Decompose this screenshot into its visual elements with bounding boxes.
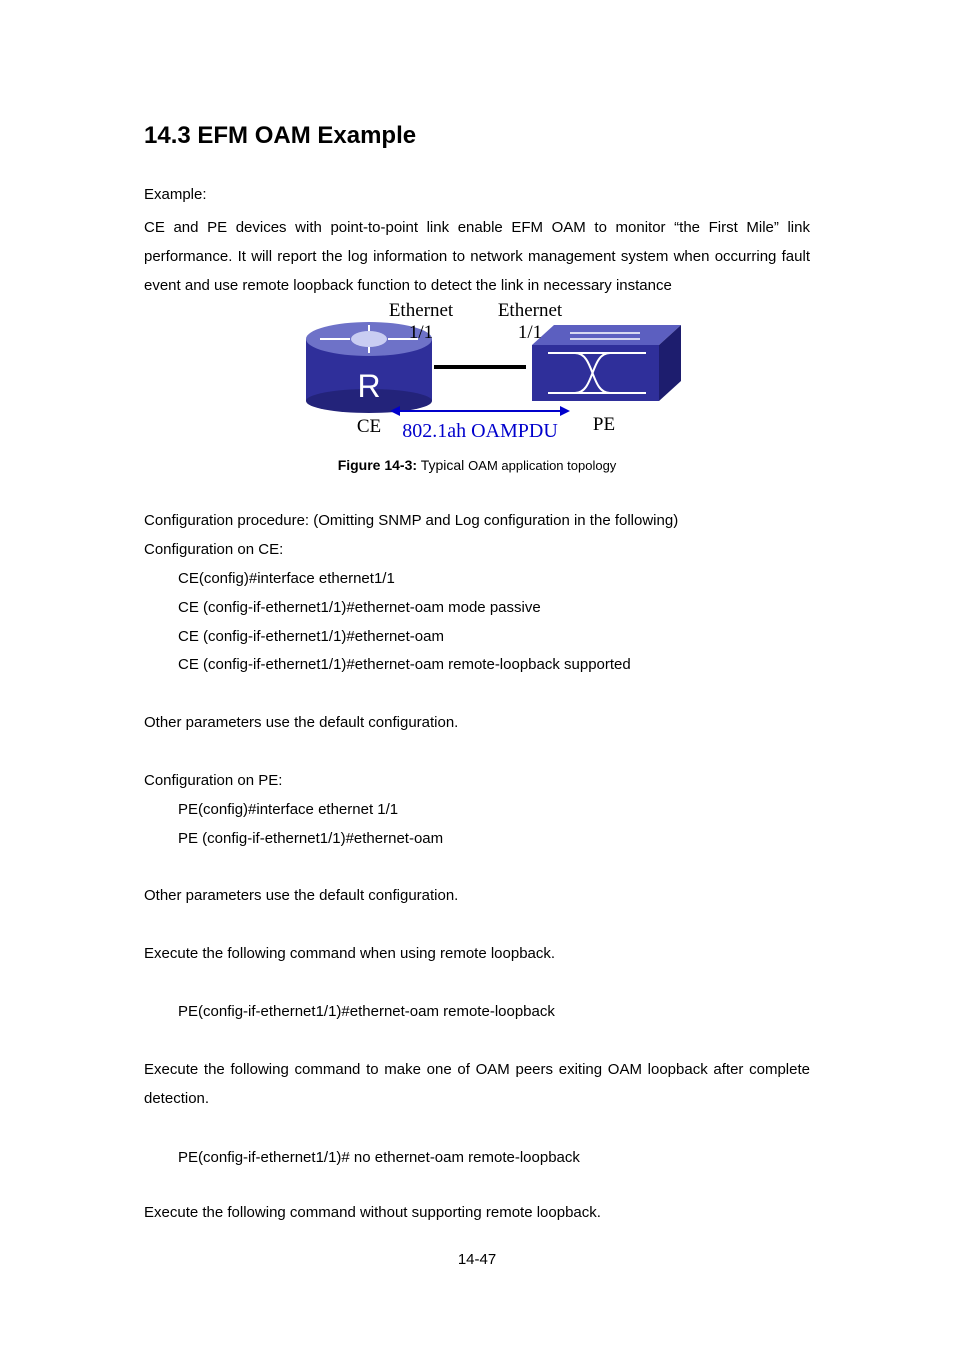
ce-command-4: CE (config-if-ethernet1/1)#ethernet-oam remote-loopback supported xyxy=(178,656,631,673)
figure-title-part2: OAM application topology xyxy=(468,458,617,473)
ce-command-3: CE (config-if-ethernet1/1)#ethernet-oam xyxy=(178,628,444,645)
ce-command-2: CE (config-if-ethernet1/1)#ethernet-oam mode passive xyxy=(178,599,541,616)
router-letter: R xyxy=(357,368,381,404)
no-support-text: Execute the following command without supporting remote loopback. xyxy=(144,1204,601,1221)
ce-port-label: Ethernet xyxy=(388,300,454,321)
intro-paragraph: CE and PE devices with point-to-point link enable EFM OAM to monitor “the First Mile” link performance. It will report the log information to network management system when occurring fault event and use remote loopback function to detect the link in necessary instance xyxy=(144,219,810,294)
switch-icon xyxy=(532,325,681,401)
pe-label: PE xyxy=(592,414,616,435)
pe-default-note: Other parameters use the default configuration. xyxy=(144,887,459,904)
pe-command-1: PE(config)#interface ethernet 1/1 xyxy=(178,801,399,818)
figure-title-part1: Typical xyxy=(420,457,465,473)
pe-port-number: 1/1 xyxy=(517,322,543,343)
ce-default-note: Other parameters use the default configuration. xyxy=(144,714,459,731)
exit-loopback-command: PE(config-if-ethernet1/1)# no ethernet-oam remote-loopback xyxy=(178,1149,580,1166)
ce-label: CE xyxy=(356,416,382,437)
ce-port-number: 1/1 xyxy=(408,322,434,343)
page-number: 14-47 xyxy=(457,1251,497,1268)
link-protocol-label: 802.1ah OAMPDU xyxy=(402,420,558,442)
example-label: Example: xyxy=(144,186,207,203)
topology-diagram xyxy=(0,295,954,445)
pe-command-2: PE (config-if-ethernet1/1)#ethernet-oam xyxy=(178,830,444,847)
pe-config-heading: Configuration on PE: xyxy=(144,772,283,789)
arrow-right-head xyxy=(560,406,570,416)
section-heading: 14.3 EFM OAM Example xyxy=(144,122,417,149)
remote-loopback-text: Execute the following command when using remote loopback. xyxy=(144,945,556,962)
ce-command-1: CE(config)#interface ethernet1/1 xyxy=(178,570,395,587)
exit-loopback-text: Execute the following command to make one of OAM peers exiting OAM loopback after complete detection. xyxy=(144,1061,810,1107)
figure-caption xyxy=(0,455,954,476)
config-procedure: Configuration procedure: (Omitting SNMP and Log configuration in the following) xyxy=(144,512,679,529)
pe-port-label: Ethernet xyxy=(497,300,563,321)
figure-number: Figure 14-3: xyxy=(337,457,418,473)
remote-loopback-command: PE(config-if-ethernet1/1)#ethernet-oam remote-loopback xyxy=(178,1003,555,1020)
ce-config-heading: Configuration on CE: xyxy=(144,541,284,558)
topology-svg xyxy=(0,295,954,445)
